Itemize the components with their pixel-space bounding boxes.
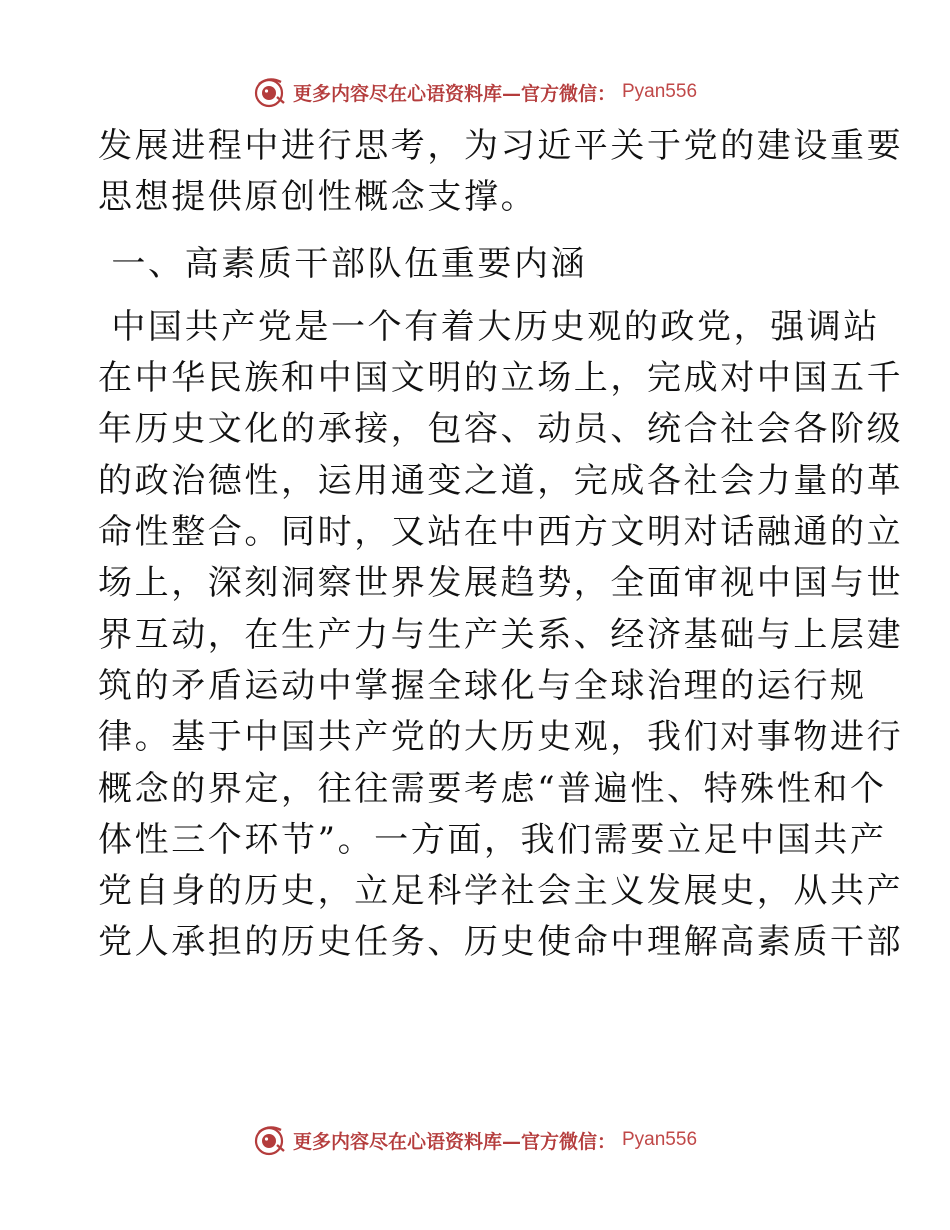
text-line: 界互动，在生产力与生产关系、经济基础与上层建 <box>98 614 904 655</box>
text-line: 命性整合。同时，又站在中西方文明对话融通的立 <box>98 512 904 553</box>
document-body <box>98 121 904 969</box>
wechat-id: Pyan556 <box>622 81 698 102</box>
text-line: 概念的界定，往往需要考虑“普遍性、特殊性和个 <box>98 768 887 809</box>
banner-text: 更多内容尽在心语资料库—官方微信： <box>292 82 616 105</box>
section-heading: 一、高素质干部队伍重要内涵 <box>98 243 588 284</box>
text-line: 党人承担的历史任务、历史使命中理解高素质干部 <box>98 922 904 963</box>
wechat-id: Pyan556 <box>622 1129 698 1150</box>
banner-text: 更多内容尽在心语资料库—官方微信： <box>292 1130 616 1153</box>
text-line: 在中华民族和中国文明的立场上，完成对中国五千 <box>98 358 904 399</box>
text-line: 年历史文化的承接，包容、动员、统合社会各阶级 <box>98 409 904 450</box>
text-line: 场上，深刻洞察世界发展趋势，全面审视中国与世 <box>98 563 904 604</box>
text-line: 中国共产党是一个有着大历史观的政党，强调站 <box>98 306 881 347</box>
mascot-logo-icon <box>253 75 287 109</box>
text-line: 律。基于中国共产党的大历史观，我们对事物进行 <box>98 717 904 758</box>
text-line: 发展进程中进行思考，为习近平关于党的建设重要 <box>98 126 904 166</box>
text-line: 党自身的历史，立足科学社会主义发展史，从共产 <box>98 871 904 912</box>
footer-watermark-banner <box>0 1120 950 1160</box>
text-line: 体性三个环节”。一方面，我们需要立足中国共产 <box>98 819 887 860</box>
mascot-logo-icon <box>253 1123 287 1157</box>
text-line: 筑的矛盾运动中掌握全球化与全球治理的运行规 <box>98 665 867 706</box>
text-line: 的政治德性，运用通变之道，完成各社会力量的革 <box>98 460 904 501</box>
text-line: 思想提供原创性概念支撑。 <box>98 177 538 218</box>
header-watermark-banner <box>0 72 950 112</box>
